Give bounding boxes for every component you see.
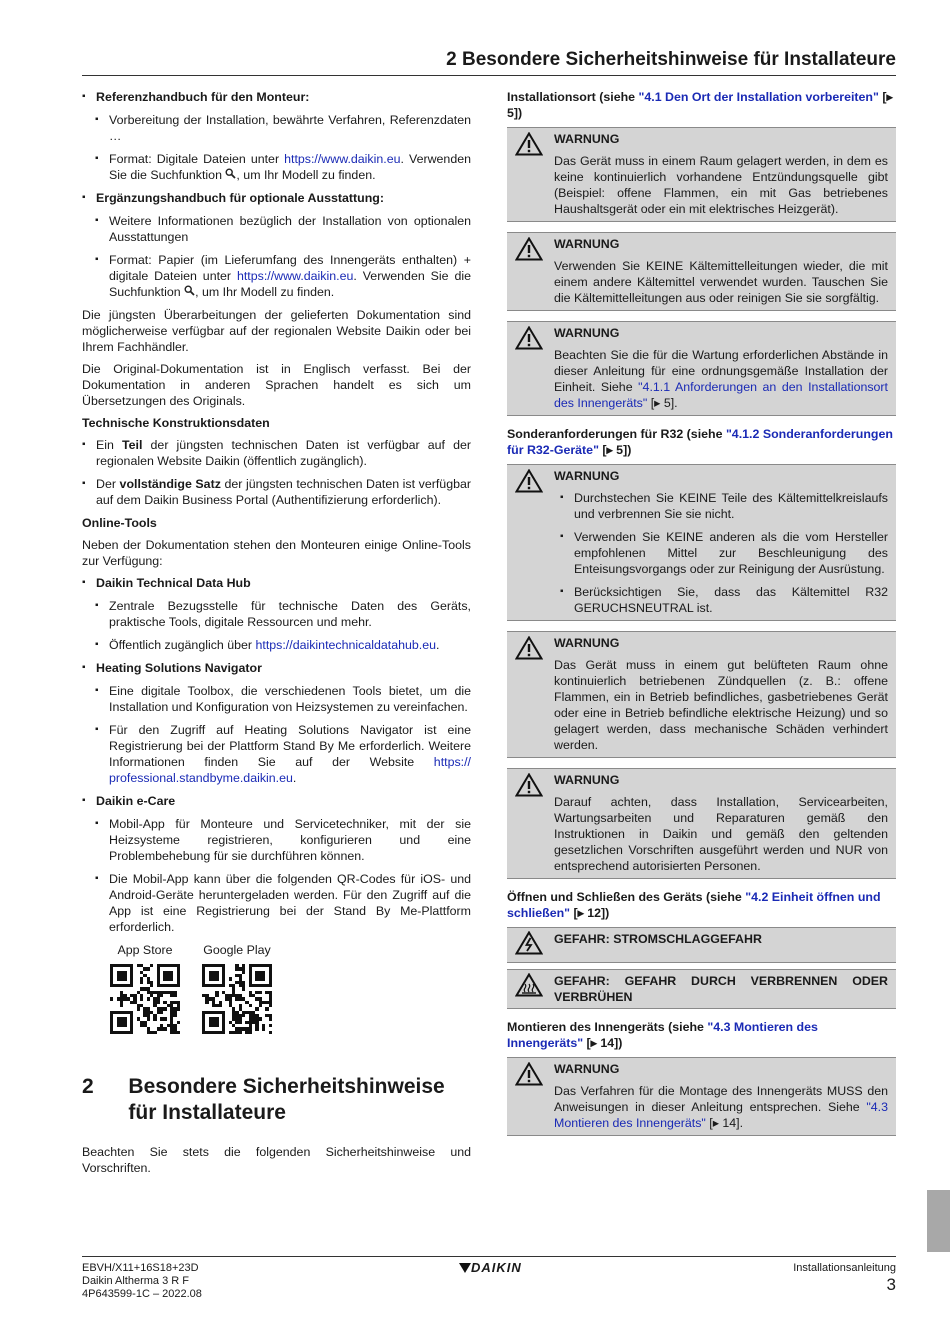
warning-label: WARNUNG [554, 237, 620, 251]
xref-link[interactable]: "4.1 Den Ort der Installation vorbereiten" [638, 90, 879, 104]
list-item [82, 660, 471, 676]
page-footer [82, 1256, 896, 1300]
list-item: ▪ Eine digitale Toolbox, die verschiedenen Tools bietet, um die Installation und Konfiguration von Heizsystemen zu vereinfachen. [82, 683, 471, 715]
warning-box [507, 768, 896, 879]
online-heading: Online-Tools [82, 516, 157, 530]
list-item: ▪ Weitere Informationen bezüglich der Installation von optionalen Ausstattungen [82, 213, 471, 245]
footer-docnum: 4P643599-1C – 2022.08 [82, 1288, 202, 1300]
text: , um Ihr Modell zu finden. [236, 168, 376, 182]
list-item: ▪ Die Mobil-App kann über die folgenden QR-Codes für iOS- und Android-Geräte heruntergeladen werden. Für den Zugriff auf die App ist eine Registrierung bei der Stand By Me-Plattform erforderlich. [82, 871, 471, 935]
text: Öffnen und Schließen des Geräts (siehe [507, 890, 746, 904]
text-bold: Teil [122, 438, 143, 452]
danger-box [507, 927, 896, 963]
text: der jüngsten technischen Daten ist verfügbar auf der regionalen Website Daikin (öffentlich zugänglich). [96, 438, 472, 468]
warning-label: WARNUNG [554, 132, 620, 146]
xref-link[interactable]: "4.2 Einheit öffnen und schließen" [507, 890, 881, 920]
page-number: 3 [886, 1275, 896, 1294]
qr-code-icon[interactable] [202, 964, 272, 1034]
text-bold: vollständige Satz [119, 477, 221, 491]
xref-link[interactable]: "4.1.2 Sonderanforderungen für R32-Geräte" [507, 427, 893, 457]
warning-triangle-icon [515, 636, 543, 660]
qr-google-play [202, 942, 272, 1034]
xref-link[interactable]: "4.1.1 Anforderungen an den Installationsort des Innengeräts" [554, 380, 889, 410]
ecare-title: Daikin e-Care [96, 794, 176, 808]
list-item: ▪ Mobil-App für Monteure und Servicetechniker, mit der sie Heizsysteme registrieren, konfigurieren und eine Problembehebung für sie durchführen können. [82, 816, 471, 864]
warning-label: WARNUNG [554, 1062, 620, 1076]
footer-right [793, 1262, 896, 1295]
warning-triangle-icon [515, 132, 543, 156]
qr-code-icon[interactable] [110, 964, 180, 1034]
warning-text [554, 347, 888, 411]
danger-text: GEFAHR: STROMSCHLAGGEFAHR [554, 932, 762, 946]
standbyme-link[interactable]: https:// professional.standbyme.daikin.eu [109, 755, 471, 785]
daikin-logo-mark [459, 1263, 471, 1273]
section-number: 2 [82, 1075, 94, 1098]
qr-codes [82, 942, 471, 1034]
list-item [82, 89, 471, 105]
warning-text: Verwenden Sie KEINE Kältemittelleitungen wieder, die mit einem andere Kältemittel verwendet wurden. Tauschen Sie die Kältemittelleitungen aus oder reinigen Sie sie sorgfältig. [554, 259, 888, 305]
warning-triangle-icon [515, 1062, 543, 1086]
paragraph: Beachten Sie stets die folgenden Sicherheitshinweise und Vorschriften. [82, 1145, 471, 1175]
list-item [82, 575, 471, 591]
warning-label: WARNUNG [554, 636, 620, 650]
warning-label: WARNUNG [554, 469, 620, 483]
footer-model: EBVH/X11+16S18+23D [82, 1262, 199, 1274]
footer-doc-type: Installationsanleitung [793, 1262, 896, 1274]
text: [▸ 14]) [583, 1036, 623, 1050]
text: Format: Papier (im Lieferumfang des Innengeräts enthalten) + digitale Dateien unter [109, 253, 471, 283]
qr-module [177, 1031, 180, 1034]
paragraph: Die jüngsten Überarbeitungen der gelieferten Dokumentation sind möglicherweise verfügbar auf der regionalen Website Daikin oder bei Ihrem Fachhändler. [82, 308, 471, 354]
section-subheading [507, 426, 896, 458]
list-item: ▪ Berücksichtigen Sie, dass das Kältemittel R32 GERUCHSNEUTRAL ist. [554, 584, 888, 616]
warning-box [507, 321, 896, 416]
text: Für den Zugriff auf Heating Solutions Navigator ist eine Registrierung bei der Plattform Stand By Me erforderlich. Weitere Informationen finden Sie auf der Website [109, 723, 471, 769]
warning-text [554, 1083, 888, 1131]
warning-box [507, 232, 896, 311]
warning-triangle-icon [515, 326, 543, 350]
footer-product: Daikin Altherma 3 R F [82, 1275, 189, 1287]
text: Montieren des Innengeräts (siehe [507, 1020, 708, 1034]
list-item: ▪ Zentrale Bezugsstelle für technische Daten des Geräts, praktische Tools, digitale Ressourcen und mehr. [82, 598, 471, 630]
section-subheading [507, 89, 896, 121]
text: [▸ 5]. [647, 396, 678, 410]
text: . [435, 638, 440, 652]
paragraph: Neben der Dokumentation stehen den Monteuren einige Online-Tools zur Verfügung: [82, 538, 471, 568]
ref-title: Referenzhandbuch für den Monteur: [96, 90, 310, 104]
side-tab [927, 1190, 950, 1252]
warning-text: Das Gerät muss in einem Raum gelagert werden, in dem es keine kontinuierlich vorhandene Entzündungsquelle gibt (Beispiel: offene Flammen, ein mit Gas betriebenes Haushaltsgerät oder ein mit elektrisches Heizgerät). [554, 154, 888, 216]
qr-label: App Store [117, 943, 173, 957]
warning-triangle-icon [515, 237, 543, 261]
section-subheading [507, 1019, 896, 1051]
xref-link[interactable]: "4.3 Montieren des Innengeräts" [554, 1100, 888, 1130]
list-item [82, 190, 471, 206]
opt-title: Ergänzungshandbuch für optionale Ausstattung: [96, 191, 384, 205]
warning-box [507, 1057, 896, 1136]
warning-triangle-icon [515, 773, 543, 797]
warning-text: Das Gerät muss in einem gut belüfteten Raum ohne kontinuierlich betriebenen Zündquellen (z. B.: offene Flammen, ein in Betrieb befindliches, gasbetriebenes Gerät oder eine in Betrieb befindliche elektrische Heizung) und so gelagert werden, dass mechanische Schäden verhindert werden. [554, 658, 888, 752]
text: Öffentlich zugänglich über [109, 638, 256, 652]
warning-box [507, 127, 896, 222]
text: [▸ 5]) [598, 443, 632, 457]
warning-triangle-icon [515, 469, 543, 493]
list-item [82, 637, 471, 653]
footer-left [82, 1262, 202, 1301]
daikin-logo [459, 1261, 522, 1274]
danger-text: GEFAHR: GEFAHR DURCH VERBRENNEN ODER VERBRÜHEN [554, 974, 888, 1004]
xref-link[interactable]: "4.3 Montieren des Innengeräts" [507, 1020, 818, 1050]
hot-surface-icon [515, 973, 543, 997]
text: . Verwenden Sie die Suchfunktion [109, 269, 472, 299]
daikin-link[interactable]: https://www.daikin.eu [236, 269, 354, 283]
text: der jüngsten technischen Daten ist verfügbar auf dem Daikin Business Portal (Authentifizierung erforderlich). [96, 477, 471, 507]
electric-hazard-icon [515, 931, 543, 955]
text: . [292, 771, 297, 785]
text: , um Ihr Modell zu finden. [195, 285, 335, 299]
list-item: ▪ Durchstechen Sie KEINE Teile des Kältemittelkreislaufs und verbrennen Sie sie nicht. [554, 490, 888, 522]
text: Format: Digitale Dateien unter [109, 152, 285, 166]
qr-app-store [110, 942, 180, 1034]
warning-label: WARNUNG [554, 773, 620, 787]
warning-box [507, 464, 896, 621]
warning-label: WARNUNG [554, 326, 620, 340]
list-item: ▪ Vorbereitung der Installation, bewährte Verfahren, Referenzdaten … [82, 112, 471, 144]
text: . Verwenden Sie die Suchfunktion [109, 152, 471, 182]
header-title: 2 Besondere Sicherheitshinweise für Installateure [446, 49, 896, 70]
qr-module [269, 1031, 272, 1034]
right-column [507, 89, 896, 1146]
hub-title: Daikin Technical Data Hub [96, 576, 251, 590]
section-title: Besondere Sicherheitshinweise für Installateure [128, 1075, 445, 1124]
list-item [82, 252, 471, 300]
section-heading [82, 1074, 471, 1126]
text: Ein [96, 438, 123, 452]
list-item [82, 793, 471, 809]
list-item [82, 437, 471, 469]
tech-heading: Technische Konstruktionsdaten [82, 416, 270, 430]
warning-text: Darauf achten, dass Installation, Servicearbeiten, Wartungsarbeiten und Reparaturen gemäß den Instruktionen in Daikin und gemäß den geltenden gesetzlichen Vorschriften ausgeführt werden und NUR von entsprechend autorisierten Personen. [554, 795, 888, 873]
warning-box [507, 631, 896, 758]
text: Der [96, 477, 120, 491]
text: Das Verfahren für die Montage des Innengeräts MUSS den Anweisungen in dieser Anleitung entsprechen. Siehe [554, 1084, 888, 1114]
text: [▸ 5]) [507, 90, 893, 120]
list-item [82, 722, 471, 786]
section-subheading [507, 889, 896, 921]
paragraph: Die Original-Dokumentation ist in Englisch verfasst. Bei der Dokumentation in anderen Sprachen handelt es sich um Übersetzungen des Originals. [82, 362, 471, 408]
search-icon [225, 168, 236, 179]
brand-text: DAIKIN [471, 1260, 522, 1275]
qr-label: Google Play [203, 943, 271, 957]
text: Sonderanforderungen für R32 (siehe [507, 427, 726, 441]
hsn-title: Heating Solutions Navigator [96, 661, 262, 675]
datahub-link[interactable]: https://daikintechnicaldatahub.eu [255, 638, 436, 652]
text: Beachten Sie die für die Wartung erforderlichen Abstände in dieser Anleitung für eine ordnungsgemäße Installation der Einheit. Siehe [554, 348, 888, 394]
text: Installationsort (siehe [507, 90, 639, 104]
left-column [82, 89, 471, 1182]
danger-box [507, 969, 896, 1009]
list-item: ▪ Verwenden Sie KEINE anderen als die vom Hersteller empfohlenen Mittel zur Beschleunigung des Enteisungsvorgangs oder zur Reinigung der Ausrüstung. [554, 529, 888, 577]
daikin-link[interactable]: https://www.daikin.eu [284, 152, 401, 166]
list-item [82, 151, 471, 183]
text: [▸ 12]) [570, 906, 610, 920]
text: [▸ 14]. [705, 1116, 744, 1130]
page-header [82, 48, 896, 76]
list-item [82, 476, 471, 508]
search-icon [184, 285, 195, 296]
